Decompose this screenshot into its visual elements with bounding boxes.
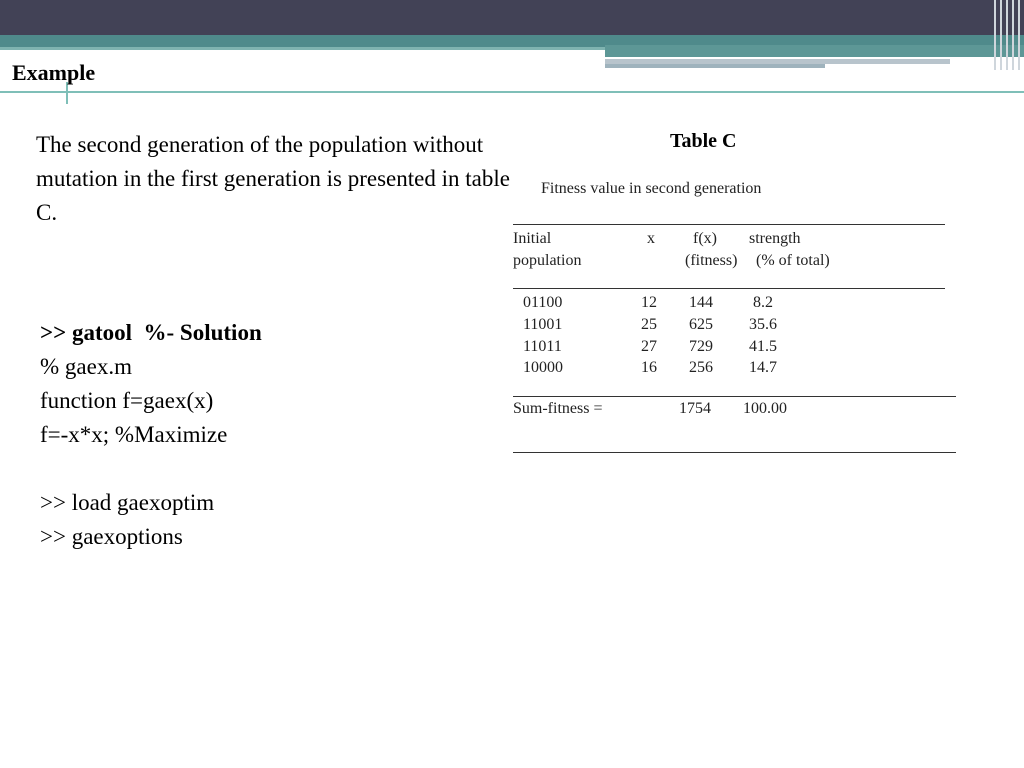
header-initial: Initial: [513, 230, 552, 247]
cell-fx: 625: [689, 316, 713, 333]
cell-fx: 729: [689, 338, 713, 355]
code-line-function: function f=gaex(x): [40, 388, 214, 413]
table-title: Table C: [670, 130, 737, 152]
cell-x: 27: [641, 338, 657, 355]
header-fitness: (fitness): [685, 252, 738, 269]
cell-population: 10000: [523, 359, 563, 376]
title-underline: [0, 91, 1024, 93]
code-line-body: f=-x*x; %Maximize: [40, 422, 228, 447]
cell-population: 11011: [523, 338, 562, 355]
sum-strength: 100.00: [743, 400, 787, 417]
cell-fx: 144: [689, 294, 713, 311]
header-strength: strength: [749, 230, 801, 247]
table-rule-top: [513, 224, 945, 225]
code-line-options: >> gaexoptions: [40, 524, 183, 549]
cell-x: 12: [641, 294, 657, 311]
header-stripes: [990, 0, 1024, 70]
header-bar-dark: [0, 0, 1024, 35]
cell-population: 01100: [523, 294, 563, 311]
cell-fx: 256: [689, 359, 713, 376]
cell-strength: 8.2: [753, 294, 773, 311]
slide-title: Example: [12, 60, 96, 85]
header-right-block: [605, 45, 1024, 57]
sum-fx: 1754: [679, 400, 711, 417]
header-fx: f(x): [693, 230, 717, 247]
code-line-load: >> load gaexoptim: [40, 490, 215, 515]
cell-strength: 41.5: [749, 338, 777, 355]
table-rule-sum: [513, 396, 956, 397]
description-paragraph: The second generation of the population without mutation in the first generation is presented in table C.: [36, 132, 510, 225]
code-line-filename: % gaex.m: [40, 354, 132, 379]
cell-population: 11001: [523, 316, 563, 333]
cell-strength: 14.7: [749, 359, 777, 376]
code-line-gatool: >> gatool %- Solution: [40, 320, 262, 345]
header-x: x: [647, 230, 655, 247]
cell-x: 25: [641, 316, 657, 333]
header-accent-line: [0, 47, 605, 50]
cell-x: 16: [641, 359, 657, 376]
code-block: [40, 316, 262, 554]
sum-label: Sum-fitness =: [513, 400, 603, 417]
table-caption: Fitness value in second generation: [541, 180, 762, 197]
header-population: population: [513, 252, 582, 269]
cell-strength: 35.6: [749, 316, 777, 333]
header-grey-line-short: [605, 64, 825, 68]
header-percent-total: (% of total): [756, 252, 830, 269]
table-rule-bottom: [513, 452, 956, 453]
code-spacer: [40, 452, 262, 486]
table-rule-header: [513, 288, 945, 289]
